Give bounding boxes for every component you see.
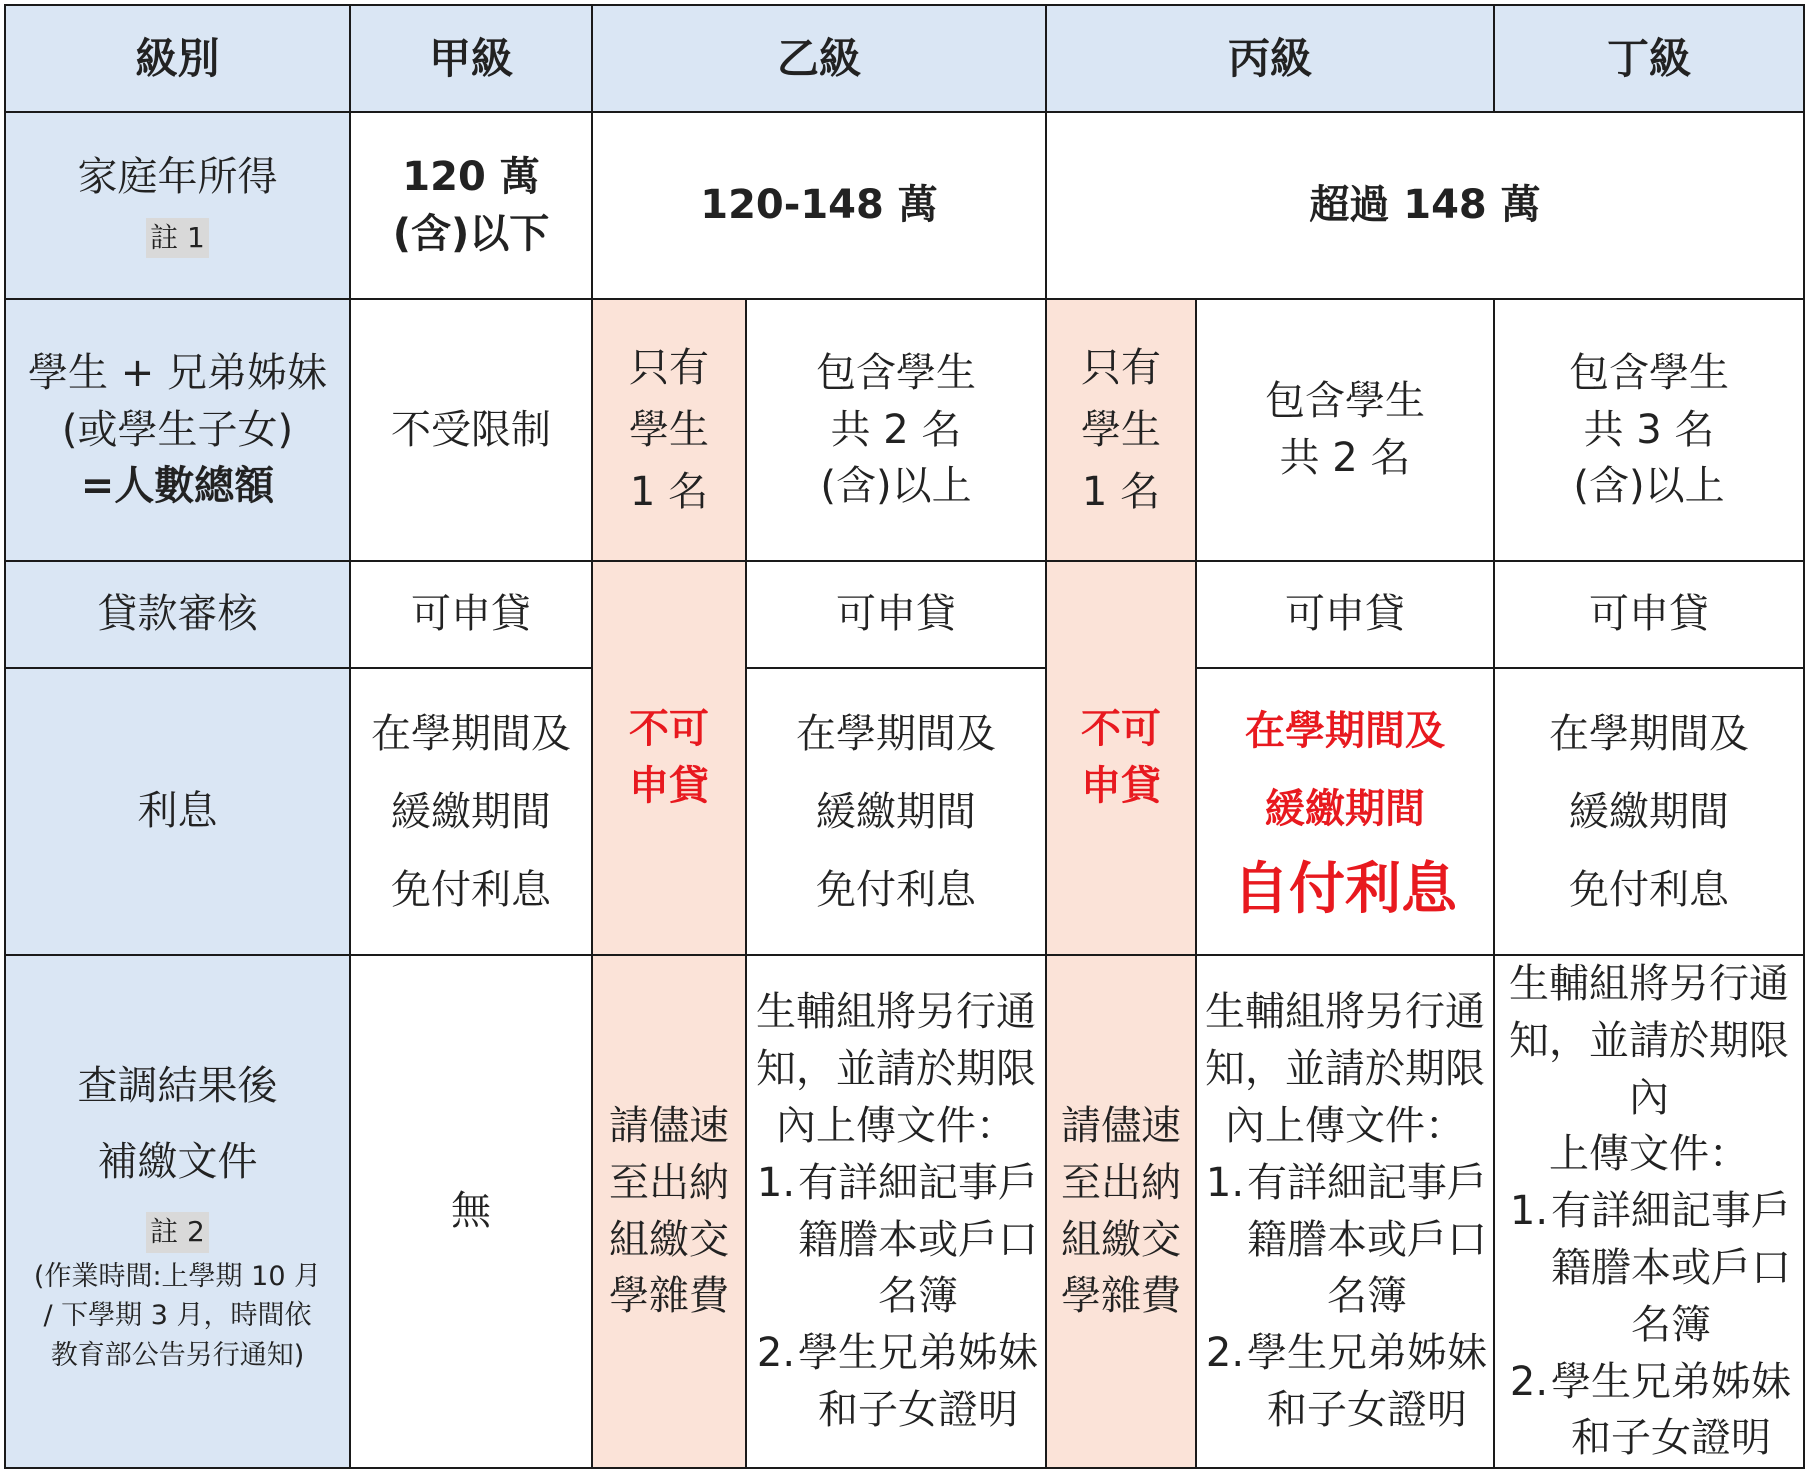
interest-grade-a bbox=[350, 668, 592, 955]
docs-timing-line1: (作業時間:上學期 10 月 bbox=[33, 1261, 322, 1293]
count-b-incl-line3: (含)以上 bbox=[820, 463, 972, 510]
count-c-only-line3: 1 名 bbox=[1081, 469, 1161, 515]
notice-c-line1: 生輔組將另行通 bbox=[1205, 989, 1485, 1036]
cannot-c-line1: 不可 bbox=[1081, 706, 1161, 753]
income-label: 家庭年所得 bbox=[77, 153, 278, 200]
notice-d-line1: 生輔組將另行通 bbox=[1509, 961, 1789, 1007]
notice-b-item2-num: 2. bbox=[756, 1330, 796, 1377]
interest-c-line2: 緩繳期間 bbox=[1265, 785, 1425, 832]
notice-b-line2: 知，並請於期限 bbox=[756, 1046, 1036, 1093]
pay-c-line1: 請儘速 bbox=[1061, 1102, 1181, 1149]
notice-b-item1-line1: 有詳細記事戶 bbox=[798, 1159, 1038, 1206]
count-row bbox=[5, 299, 1804, 561]
count-d-line3: (含)以上 bbox=[1573, 463, 1725, 510]
interest-grade-c bbox=[1196, 668, 1494, 955]
count-grade-a: 不受限制 bbox=[350, 299, 592, 561]
header-row bbox=[5, 5, 1804, 112]
docs-timing-line2: / 下學期 3 月，時間依 bbox=[43, 1300, 312, 1332]
review-grade-a: 可申貸 bbox=[350, 561, 592, 668]
income-row bbox=[5, 112, 1804, 299]
notice-c-item1-line1: 有詳細記事戶 bbox=[1247, 1159, 1487, 1206]
notice-d-item2-line1: 學生兄弟姊妹 bbox=[1551, 1358, 1791, 1405]
notice-c-item2-line2: 和子女證明 bbox=[1267, 1386, 1467, 1433]
header-grade: 級別 bbox=[5, 5, 350, 112]
notice-c-item1 bbox=[1197, 1155, 1493, 1212]
interest-c-line1: 在學期間及 bbox=[1245, 707, 1445, 754]
notice-c-line2: 知，並請於期限 bbox=[1205, 1046, 1485, 1093]
docs-grade-d-notice bbox=[1494, 955, 1804, 1468]
notice-b-line3: 內上傳文件： bbox=[776, 1102, 1016, 1149]
count-grade-c-incl bbox=[1196, 299, 1494, 561]
count-c-incl-line1: 包含學生 bbox=[1265, 378, 1425, 425]
interest-b-line3: 免付利息 bbox=[816, 866, 976, 913]
count-d-line1: 包含學生 bbox=[1569, 349, 1729, 396]
docs-grade-c-notice bbox=[1196, 955, 1494, 1468]
count-b-incl-line2: 共 2 名 bbox=[830, 406, 962, 453]
docs-grade-c-pay bbox=[1046, 955, 1196, 1468]
pay-b-line2: 至出納 bbox=[609, 1159, 729, 1206]
income-grade-a bbox=[350, 112, 592, 299]
notice-d-item2 bbox=[1495, 1354, 1803, 1411]
count-label-cell bbox=[5, 299, 350, 561]
docs-label-line1: 查調結果後 bbox=[77, 1063, 278, 1110]
notice-b-item2-line2: 和子女證明 bbox=[818, 1386, 1018, 1433]
review-row bbox=[5, 561, 1804, 668]
review-grade-b: 可申貸 bbox=[746, 561, 1046, 668]
count-b-incl-line1: 包含學生 bbox=[816, 349, 976, 396]
pay-c-line3: 組繳交 bbox=[1061, 1216, 1181, 1263]
count-b-only-line3: 1 名 bbox=[629, 469, 709, 515]
notice-c-item1-line2: 籍謄本或戶口 bbox=[1247, 1216, 1487, 1263]
review-label: 貸款審核 bbox=[5, 561, 350, 668]
notice-d-item2-line2: 和子女證明 bbox=[1571, 1415, 1771, 1462]
interest-grade-b-cannot bbox=[592, 561, 746, 955]
docs-timing-line3: 教育部公告另行通知) bbox=[50, 1339, 305, 1371]
note-1-badge: 註 1 bbox=[146, 218, 209, 258]
note-2-badge: 註 2 bbox=[146, 1212, 209, 1252]
income-grade-b: 120-148 萬 bbox=[592, 112, 1046, 299]
interest-b-line1: 在學期間及 bbox=[796, 710, 996, 757]
notice-b-item1-num: 1. bbox=[756, 1159, 796, 1206]
notice-d-item1-num: 1. bbox=[1509, 1188, 1549, 1235]
notice-c-item1-num: 1. bbox=[1205, 1159, 1245, 1206]
cannot-b-line1: 不可 bbox=[629, 706, 709, 753]
interest-b-line2: 緩繳期間 bbox=[816, 788, 976, 835]
notice-d-line3: 上傳文件： bbox=[1549, 1131, 1749, 1178]
count-label-line3: =人數總額 bbox=[80, 463, 275, 510]
notice-d-line2: 知，並請於期限內 bbox=[1509, 1017, 1789, 1121]
count-c-only-line1: 只有 bbox=[1081, 345, 1161, 391]
interest-grade-c-cannot bbox=[1046, 561, 1196, 955]
notice-b-item2-line1: 學生兄弟姊妹 bbox=[798, 1330, 1038, 1377]
notice-d-item1-line3: 名簿 bbox=[1631, 1301, 1711, 1348]
pay-c-line4: 學雜費 bbox=[1061, 1273, 1181, 1320]
notice-c-item1-line3: 名簿 bbox=[1327, 1273, 1407, 1320]
notice-d-item1-line1: 有詳細記事戶 bbox=[1551, 1188, 1791, 1235]
docs-label-line2: 補繳文件 bbox=[97, 1139, 258, 1186]
docs-grade-a: 無 bbox=[350, 955, 592, 1468]
docs-label-cell bbox=[5, 955, 350, 1468]
income-a-line1: 120 萬 bbox=[402, 153, 540, 200]
notice-b-item2 bbox=[747, 1325, 1045, 1382]
interest-label: 利息 bbox=[5, 668, 350, 955]
count-d-line2: 共 3 名 bbox=[1583, 406, 1715, 453]
notice-d-item2-num: 2. bbox=[1509, 1358, 1549, 1405]
interest-a-line2: 緩繳期間 bbox=[391, 788, 551, 835]
count-c-only-line2: 學生 bbox=[1081, 407, 1161, 453]
count-label-line1: 學生 + 兄弟姊妹 bbox=[28, 349, 327, 396]
cannot-c-line2: 申貸 bbox=[1081, 763, 1161, 809]
notice-b-item1-line3: 名簿 bbox=[878, 1273, 958, 1320]
interest-a-line3: 免付利息 bbox=[391, 866, 551, 913]
loan-grade-table bbox=[4, 4, 1805, 1469]
interest-d-line2: 緩繳期間 bbox=[1569, 788, 1729, 835]
pay-b-line3: 組繳交 bbox=[609, 1216, 729, 1263]
review-grade-d: 可申貸 bbox=[1494, 561, 1804, 668]
interest-row bbox=[5, 668, 1804, 955]
income-a-line2: (含)以下 bbox=[392, 210, 550, 257]
review-grade-c: 可申貸 bbox=[1196, 561, 1494, 668]
interest-c-self-pay: 自付利息 bbox=[1233, 856, 1457, 922]
pay-b-line4: 學雜費 bbox=[609, 1273, 729, 1320]
docs-grade-b-notice bbox=[746, 955, 1046, 1468]
docs-grade-b-pay bbox=[592, 955, 746, 1468]
header-grade-b: 乙級 bbox=[592, 5, 1046, 112]
notice-d-item1 bbox=[1495, 1183, 1803, 1240]
interest-d-line3: 免付利息 bbox=[1569, 866, 1729, 913]
notice-c-item2 bbox=[1197, 1325, 1493, 1382]
count-b-only-line2: 學生 bbox=[629, 407, 709, 453]
docs-row bbox=[5, 955, 1804, 1468]
income-grade-cd: 超過 148 萬 bbox=[1046, 112, 1804, 299]
interest-d-line1: 在學期間及 bbox=[1549, 710, 1749, 757]
cannot-b-line2: 申貸 bbox=[629, 763, 709, 809]
notice-c-item2-line1: 學生兄弟姊妹 bbox=[1247, 1330, 1487, 1377]
header-grade-a: 甲級 bbox=[350, 5, 592, 112]
income-label-cell bbox=[5, 112, 350, 299]
header-grade-c: 丙級 bbox=[1046, 5, 1494, 112]
count-b-only-line1: 只有 bbox=[629, 345, 709, 391]
interest-a-line1: 在學期間及 bbox=[371, 710, 571, 757]
notice-b-item1 bbox=[747, 1155, 1045, 1212]
pay-b-line1: 請儘速 bbox=[609, 1102, 729, 1149]
notice-b-line1: 生輔組將另行通 bbox=[756, 989, 1036, 1036]
count-grade-c-only bbox=[1046, 299, 1196, 561]
header-grade-d: 丁級 bbox=[1494, 5, 1804, 112]
notice-b-item1-line2: 籍謄本或戶口 bbox=[798, 1216, 1038, 1263]
count-grade-b-incl bbox=[746, 299, 1046, 561]
count-c-incl-line2: 共 2 名 bbox=[1279, 435, 1411, 481]
interest-grade-b bbox=[746, 668, 1046, 955]
notice-c-item2-num: 2. bbox=[1205, 1330, 1245, 1377]
count-grade-d bbox=[1494, 299, 1804, 561]
notice-c-line3: 內上傳文件： bbox=[1225, 1102, 1465, 1149]
count-label-line2: (或學生子女) bbox=[61, 406, 294, 453]
count-grade-b-only bbox=[592, 299, 746, 561]
notice-d-item1-line2: 籍謄本或戶口 bbox=[1551, 1244, 1791, 1291]
interest-grade-d bbox=[1494, 668, 1804, 955]
pay-c-line2: 至出納 bbox=[1061, 1159, 1181, 1206]
